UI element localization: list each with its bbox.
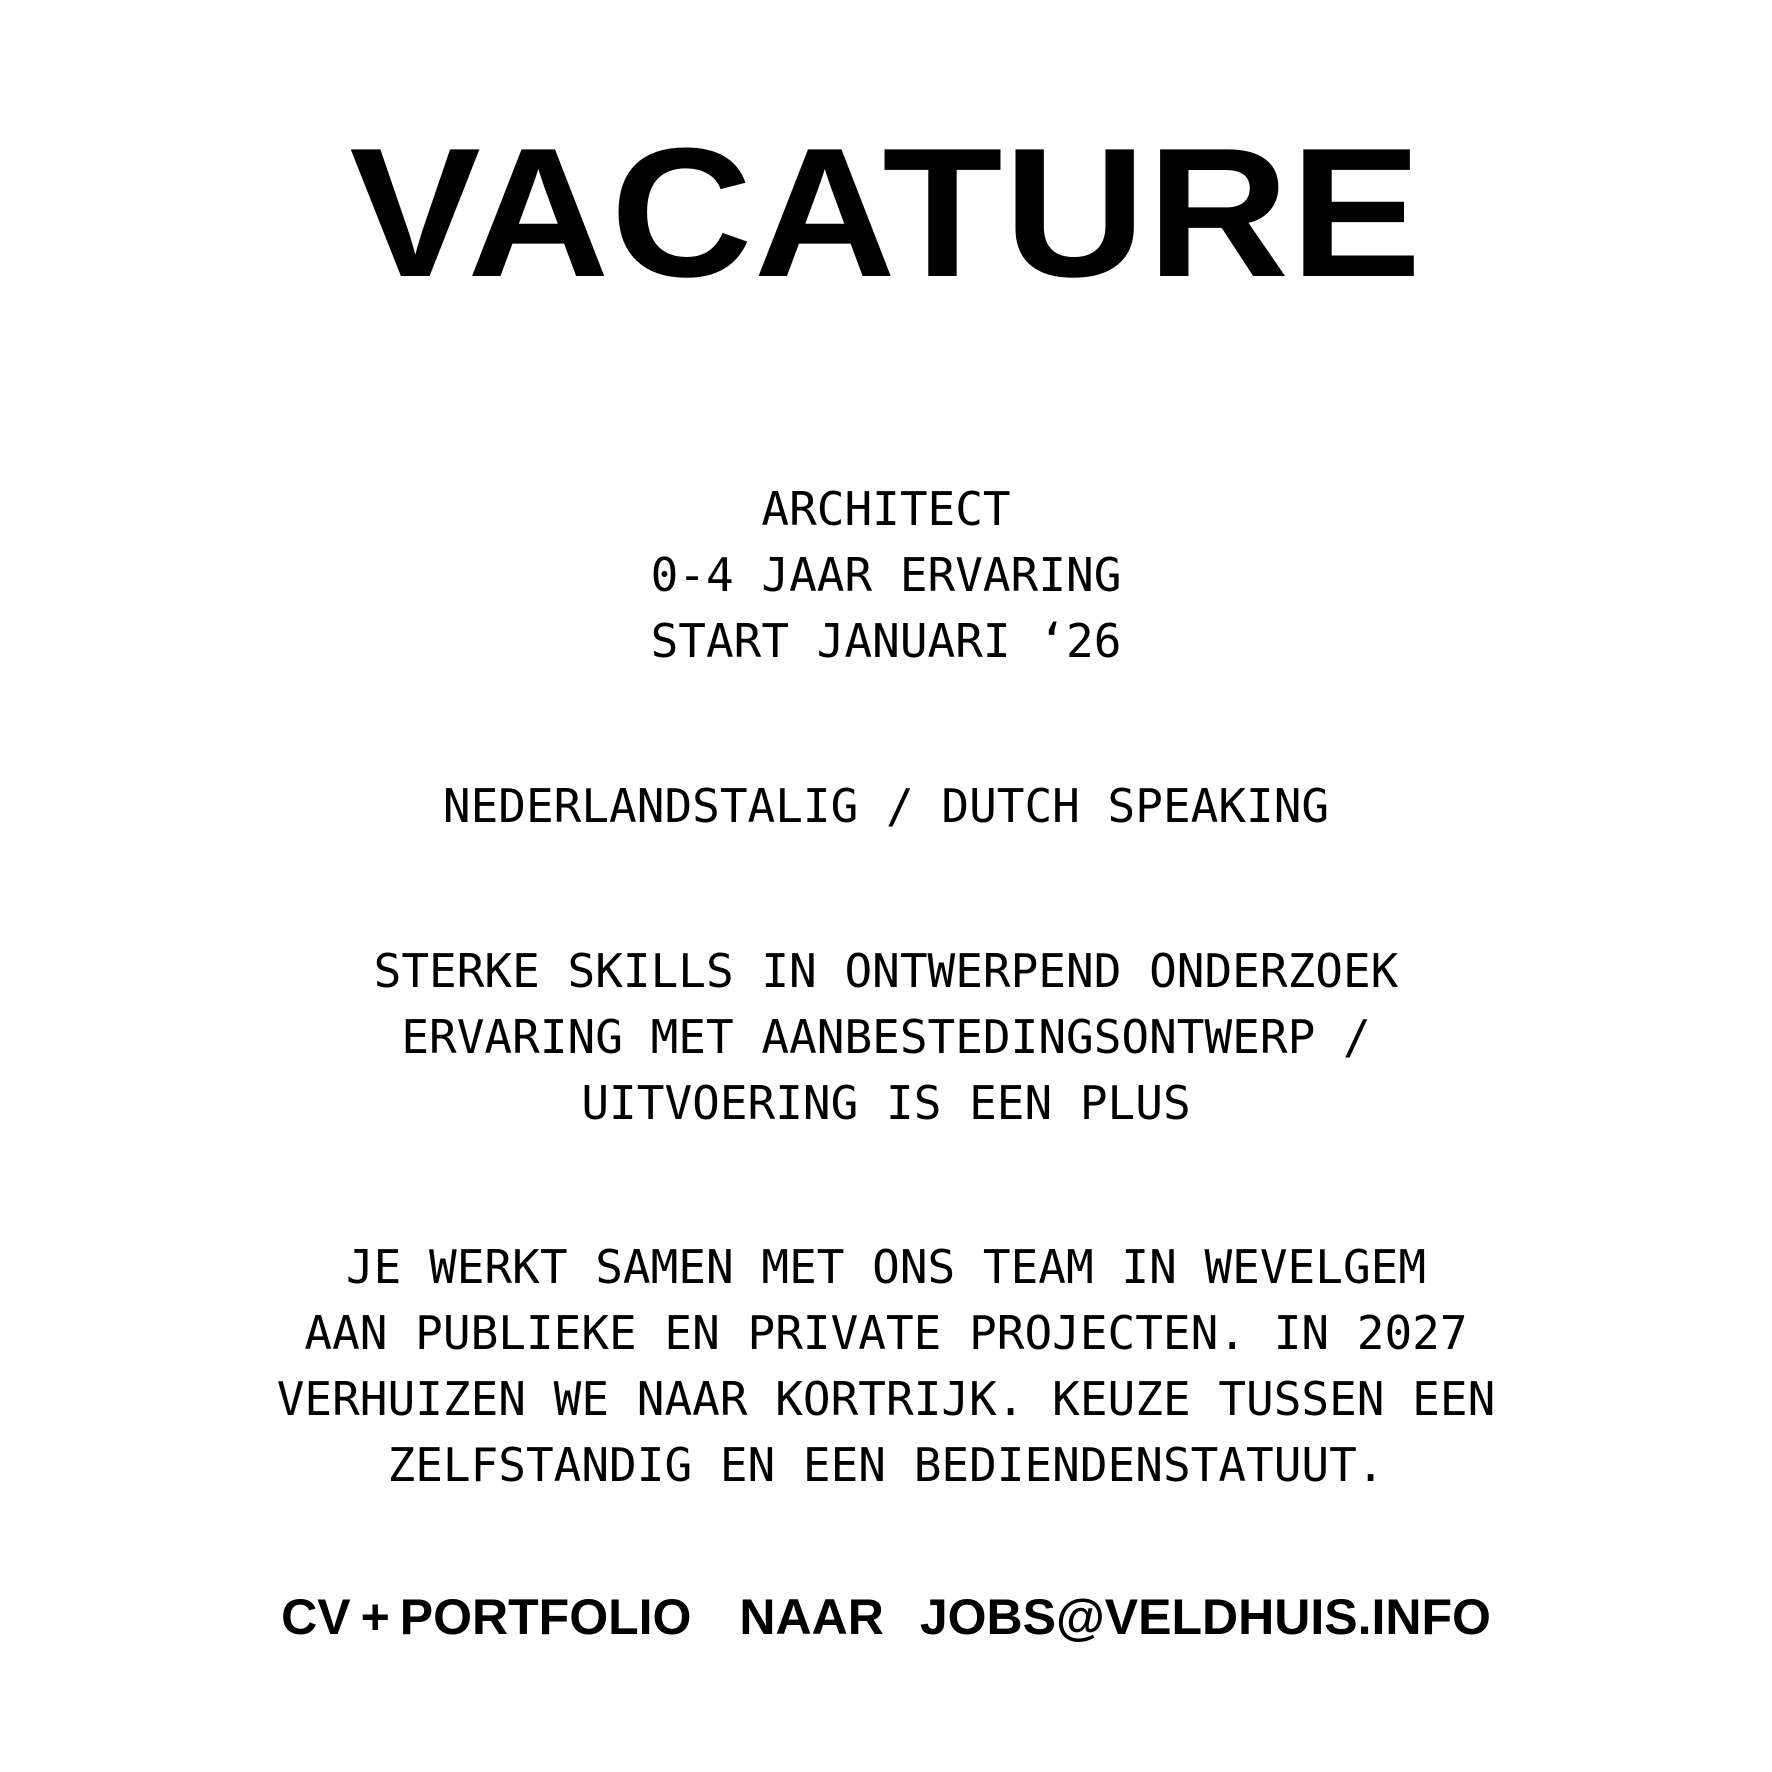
- cta-cv: CV: [281, 1589, 351, 1645]
- language-block: [0, 773, 1772, 839]
- skills-line: UITVOERING IS EEN PLUS: [581, 1076, 1191, 1130]
- call-to-action: [0, 1584, 1772, 1650]
- team-line: VERHUIZEN WE NAAR KORTRIJK. KEUZE TUSSEN EEN: [276, 1372, 1496, 1426]
- role-title: ARCHITECT: [761, 482, 1011, 536]
- language-requirement: NEDERLANDSTALIG / DUTCH SPEAKING: [442, 779, 1330, 833]
- skills-line: STERKE SKILLS IN ONTWERPEND ONDERZOEK: [373, 944, 1399, 998]
- team-block: [0, 1234, 1772, 1498]
- team-line: AAN PUBLIEKE EN PRIVATE PROJECTEN. IN 2027: [304, 1306, 1468, 1360]
- skills-block: [0, 938, 1772, 1136]
- team-line: ZELFSTANDIG EN EEN BEDIENDENSTATUUT.: [387, 1438, 1385, 1492]
- cta-portfolio: PORTFOLIO: [399, 1589, 692, 1645]
- skills-line: ERVARING MET AANBESTEDINGSONTWERP /: [401, 1010, 1371, 1064]
- start-date: START JANUARI ‘26: [650, 614, 1122, 668]
- cta-naar: NAAR: [739, 1589, 884, 1645]
- page-title: VACATURE: [349, 109, 1423, 315]
- email-link[interactable]: JOBS@VELDHUIS.INFO: [919, 1589, 1491, 1645]
- team-line: JE WERKT SAMEN MET ONS TEAM IN WEVELGEM: [345, 1240, 1427, 1294]
- role-block: [0, 476, 1772, 674]
- experience-requirement: 0-4 JAAR ERVARING: [650, 548, 1122, 602]
- cta-plus: +: [360, 1589, 390, 1645]
